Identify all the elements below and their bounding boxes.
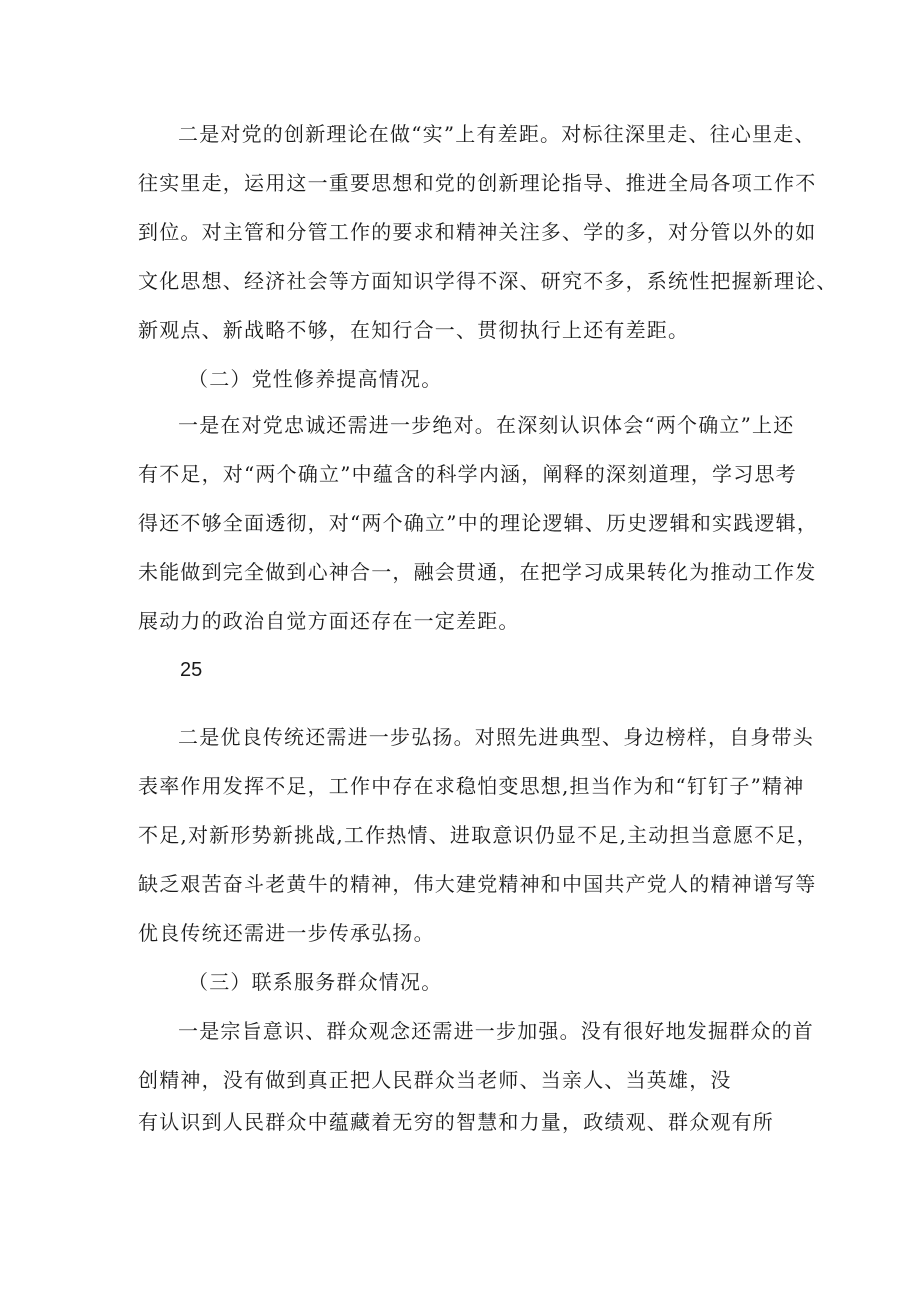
paragraph-line: 往实里走，运用这一重要思想和党的创新理论指导、推进全局各项工作不: [138, 171, 817, 195]
page-number: 25: [180, 659, 203, 681]
paragraph-line: 展动力的政治自觉方面还存在一定差距。: [138, 609, 520, 633]
paragraph-line: 一是在对党忠诚还需进一步绝对。在深刻认识体会“两个确立”上还: [178, 413, 795, 437]
section-heading: （二）党性修养提高情况。: [188, 367, 443, 391]
paragraph-line: 表率作用发挥不足，工作中存在求稳怕变思想,担当作为和“钉钉子”精神: [138, 774, 805, 798]
section-heading: （三）联系服务群众情况。: [188, 970, 443, 994]
paragraph-line: 新观点、新战略不够，在知行合一、贯彻执行上还有差距。: [138, 318, 690, 342]
paragraph-line: 一是宗旨意识、群众观念还需进一步加强。没有很好地发掘群众的首: [178, 1019, 814, 1043]
paragraph-line: 优良传统还需进一步传承弘扬。: [138, 921, 435, 945]
paragraph-line: 得还不够全面透彻，对“两个确立”中的理论逻辑、历史逻辑和实践逻辑，: [138, 511, 819, 535]
paragraph-line: 二是优良传统还需进一步弘扬。对照先进典型、身边榜样，自身带头: [178, 725, 814, 749]
paragraph-line: 有不足，对“两个确立”中蕴含的科学内涵，阐释的深刻道理，学习思考: [138, 462, 797, 486]
paragraph-line: 文化思想、经济社会等方面知识学得不深、研究不多，系统性把握新理论、: [138, 269, 838, 293]
paragraph-line: 创精神，没有做到真正把人民群众当老师、当亲人、当英雄，没: [138, 1068, 732, 1092]
paragraph-line: 缺乏艰苦奋斗老黄牛的精神，伟大建党精神和中国共产党人的精神谱写等: [138, 872, 817, 896]
paragraph-line: 未能做到完全做到心神合一，融会贯通，在把学习成果转化为推动工作发: [138, 560, 817, 584]
paragraph-line: 二是对党的创新理论在做“实”上有差距。对标往深里走、往心里走、: [178, 122, 816, 146]
paragraph-line: 到位。对主管和分管工作的要求和精神关注多、学的多，对分管以外的如: [138, 220, 817, 244]
paragraph-line: 有认识到人民群众中蕴藏着无穷的智慧和力量，政绩观、群众观有所: [138, 1110, 774, 1134]
paragraph-line: 不足,对新形势新挑战,工作热情、进取意识仍显不足,主动担当意愿不足，: [138, 823, 818, 847]
